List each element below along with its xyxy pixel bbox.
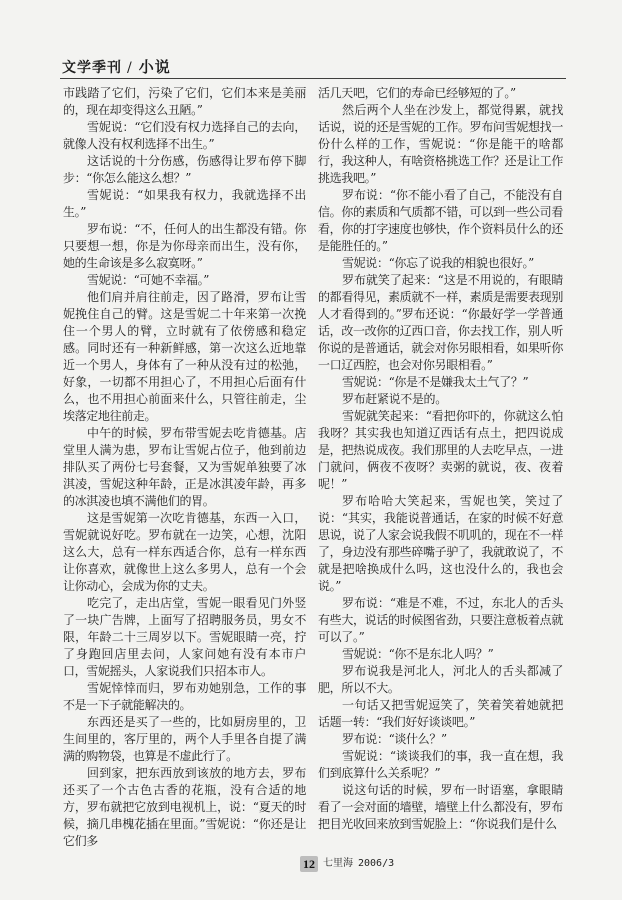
paragraph: 雪妮说：“你忘了说我的相貌也很好。”: [342, 256, 534, 270]
paragraph: 这话说的十分伤感，伤感得让罗布停下脚步：“你怎么能这么想？”: [63, 154, 306, 185]
paragraph: 市践踏了它们，污染了它们，它们本来是美丽的，现在却变得这么丑陋。”: [63, 86, 306, 117]
running-header: [62, 57, 171, 77]
header-separator: /: [127, 60, 132, 76]
paragraph: 雪妮悻悻而归，罗布劝她别急，工作的事不是一下子就能解决的。: [63, 681, 306, 712]
magazine-title: 文学季刊: [62, 60, 122, 76]
left-column: [63, 85, 306, 851]
paragraph: 回到家，把东西放到该放的地方去，罗布还买了一个古色古香的花瓶，没有合适的地方，罗布就把它放到电视机上，说：“夏天的时候，摘几串槐花插在里面。”雪妮说：“你还是让它们多: [63, 766, 306, 848]
paragraph: 然后两个人坐在沙发上，都觉得累，就找话说，说的还是雪妮的工作。罗布问雪妮想找一份什么样的工作，雪妮说：“你是能干的啥都行，我这种人，有啥资格挑选工作？还是让工作挑选我吧。”: [318, 103, 563, 185]
paragraph: 罗布说：“难是不难，不过，东北人的舌头有些大，说话的时候图省劲，只要注意板着点就可以了。”: [318, 596, 563, 644]
paragraph: 这是雪妮第一次吃肯德基，东西一入口，雪妮就说好吃。罗布就在一边笑，心想，沈阳这么大，总有一样东西适合你，总有一样东西让你喜欢，就像世上这么多男人，总有一个会让你动心，会成为你的丈夫。: [63, 511, 306, 593]
paragraph: 一句话又把雪妮逗笑了，笑着笑着她就把话题一转：“我们好好谈谈吧。”: [318, 698, 563, 729]
paragraph: 罗布说我是河北人，河北人的舌头都减了肥，所以不大。: [318, 664, 563, 695]
journal-name: 七里海: [323, 858, 353, 869]
paragraph: 罗布赶紧说不是的。: [342, 392, 447, 406]
page-number: 12: [300, 856, 318, 872]
paragraph: 雪妮说：“它们没有权力选择自己的去向，就像人没有权利选择不出生。”: [63, 120, 306, 151]
right-column: [318, 85, 563, 851]
paragraph: 罗布说：“谈什么？”: [342, 732, 447, 746]
paragraph: 活几天吧，它们的寿命已经够短的了。”: [318, 86, 516, 100]
paragraph: 他们肩并肩往前走，因了路滑，罗布让雪妮挽住自己的臂。这是雪妮二十年来第一次挽住一个男人的臂，立时就有了依傍感和稳定感。同时还有一种新鲜感，第一次这么近地靠近一个男人，身体有了一种从没有过的松弛，好象，一切都不用担心了，不用担心后面有什么，也不用担心前面来什么，只管往前走，尘埃落定地往前走。: [63, 290, 306, 423]
header-rule: [60, 78, 566, 79]
paragraph: 说这句话的时候，罗布一时语塞，拿眼睛看了一会对面的墙壁，墙壁上什么都没有，罗布把目光收回来放到雪妮脸上：“你说我们是什么: [318, 783, 563, 831]
paragraph: 雪妮说：“如果我有权力，我就选择不出生。”: [63, 188, 306, 219]
paragraph: 中午的时候，罗布带雪妮去吃肯德基。店堂里人满为患，罗布让雪妮占位子，他到前边排队买了两份七号套餐，又为雪妮单独要了冰淇凌，雪妮这种年龄，正是冰淇凌年龄，再多的冰淇凌也填不满他们的胃。: [63, 426, 306, 508]
paragraph: 雪妮说：“你不是东北人吗？”: [342, 647, 494, 661]
paragraph: 吃完了，走出店堂，雪妮一眼看见门外竖了一块广告牌，上面写了招聘服务员，男女不限，年龄二十三周岁以下。雪妮眼睛一亮，拧了身跑回店里去问，人家问她有没有本市户口，雪妮摇头，人家说我们只招本市人。: [63, 596, 306, 678]
issue-number: 2006/3: [358, 858, 395, 869]
paragraph: 雪妮说：“谈谈我们的事，我一直在想，我们到底算什么关系呢？”: [318, 749, 563, 780]
paragraph: 雪妮就笑起来：“看把你吓的，你就这么怕我呀？其实我也知道辽西话有点土，把四说成是，把热说成夜。我们那里的人去吃早点，一进门就问，俩夜不夜呀？卖粥的就说，夜、夜着呢！”: [318, 409, 563, 491]
paragraph: 罗布哈哈大笑起来，雪妮也笑，笑过了说：“其实，我能说普通话，在家的时候不好意思说，说了人家会说我假不叽叽的，现在不一样了，身边没有那些碎嘴子驴了，我就敢说了，不就是把啥换成什么吗，这也没什么的，我也会说。”: [318, 494, 563, 593]
paragraph: 罗布就笑了起来：“这是不用说的，有眼睛的都看得见，素质就不一样，素质是需要表现别人才看得到的。”罗布还说：“你最好学一学普通话，改一改你的辽西口音，你去找工作，别人听你说的是普通话，就会对你另眼相看，如果听你一口辽西腔，也会对你另眼相看。”: [318, 273, 563, 372]
paragraph: 雪妮说：“可她不幸福。”: [87, 273, 210, 287]
page-footer: [300, 854, 394, 871]
paragraph: 东西还是买了一些的，比如厨房里的，卫生间里的，客厅里的，两个人手里各自提了满满的购物袋，也算是不虚此行了。: [63, 715, 306, 763]
paragraph: 罗布说：“不，任何人的出生都没有错。你只要想一想，你是为你母亲而出生，没有你，她的生命该是多么寂寞呀。”: [63, 222, 306, 270]
paragraph: 罗布说：“你不能小看了自己，不能没有自信。你的素质和气质都不错，可以到一些公司看看，你的打字速度也够快，作个资料员什么的还是能胜任的。”: [318, 188, 563, 253]
section-title: 小说: [138, 58, 171, 76]
paragraph: 雪妮说：“你是不是嫌我太土气了？”: [342, 375, 529, 389]
